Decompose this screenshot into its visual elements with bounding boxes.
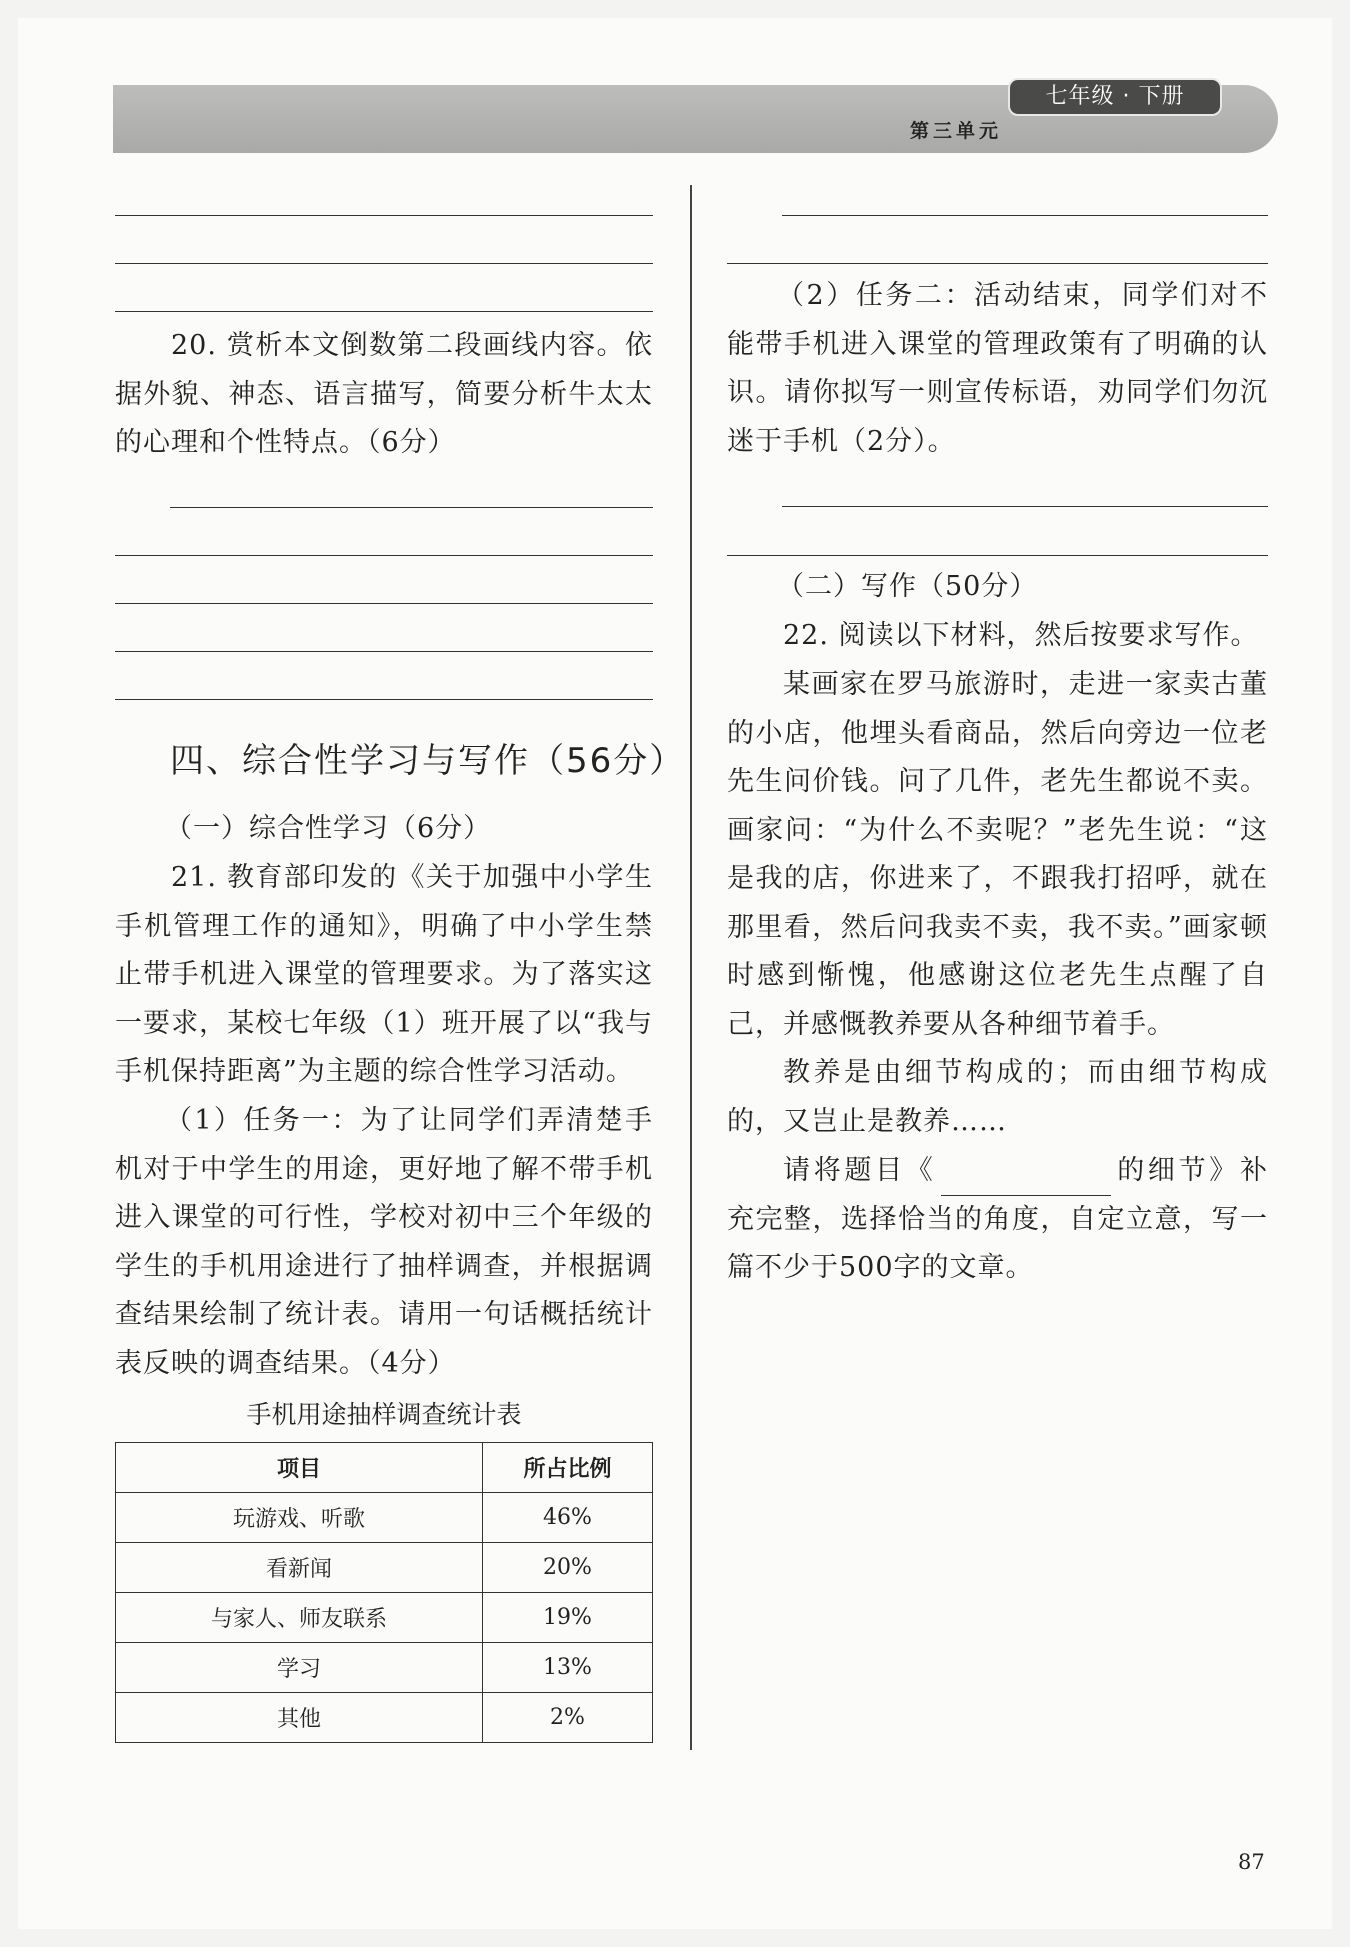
answer-line — [115, 651, 653, 652]
subsection-title: （二）写作（50分） — [777, 571, 1038, 602]
task-1: （1）任务一：为了让同学们弄清楚手机对于中学生的用途，更好地了解不带手机进入课堂的可行性，学校对初中三个年级的学生的手机用途进行了抽样调查，并根据调查结果绘制了统计表。请用一句话概括统计表反映的调查结果。（4分） — [115, 1105, 653, 1379]
answer-line — [115, 603, 653, 604]
table-cell: 其他 — [116, 1693, 483, 1743]
answer-line — [115, 555, 653, 556]
table-cell: 13% — [483, 1643, 653, 1693]
table-caption: 手机用途抽样调查统计表 — [246, 1400, 522, 1429]
subsection-title: （一）综合性学习（6分） — [165, 813, 492, 844]
table-cell: 19% — [483, 1593, 653, 1643]
material-paragraph: 某画家在罗马旅游时，走进一家卖古董的小店，他埋头看商品，然后向旁边一位老先生问价钱。问了几件，老先生都说不卖。画家问：“为什么不卖呢？”老先生说：“这是我的店，你进来了，不跟我打招呼，就在那里看，然后问我卖不卖，我不卖。”画家顿时感到惭愧，他感谢这位老先生点醒了自己，并感慨教养要从各种细节着手。 — [727, 669, 1268, 1040]
column-header: 所占比例 — [483, 1443, 653, 1493]
table-cell: 玩游戏、听歌 — [116, 1493, 483, 1543]
answer-line — [782, 215, 1268, 216]
table-cell: 20% — [483, 1543, 653, 1593]
table-row — [116, 1643, 653, 1693]
table-cell: 46% — [483, 1493, 653, 1543]
answer-line — [115, 699, 653, 700]
answer-line — [727, 263, 1268, 264]
grade-badge: 七年级 · 下册 — [1008, 78, 1222, 116]
table-header-row — [116, 1443, 653, 1493]
title-blank — [941, 1163, 1111, 1196]
column-divider — [690, 185, 692, 1750]
column-header: 项目 — [116, 1443, 483, 1493]
stats-table — [115, 1442, 653, 1743]
answer-line — [727, 555, 1268, 556]
answer-line — [170, 507, 653, 508]
section-title: 四、综合性学习与写作（56分） — [170, 741, 686, 781]
answer-line — [115, 311, 653, 312]
question-20: 20. 赏析本文倒数第二段画线内容。依据外貌、神态、语言描写，简要分析牛太太的心理和个性特点。（6分） — [115, 330, 653, 458]
question-21: 21. 教育部印发的《关于加强中小学生手机管理工作的通知》，明确了中小学生禁止带手机进入课堂的管理要求。为了落实这一要求，某校七年级（1）班开展了以“我与手机保持距离”为主题的综合性学习活动。 — [115, 862, 653, 1087]
question-22: 22. 阅读以下材料，然后按要求写作。 — [783, 620, 1259, 651]
table-cell: 与家人、师友联系 — [116, 1593, 483, 1643]
answer-line — [782, 506, 1268, 507]
answer-line — [115, 263, 653, 264]
table-row — [116, 1493, 653, 1543]
table-cell: 学习 — [116, 1643, 483, 1693]
writing-instruction — [727, 1147, 1268, 1293]
table-row — [116, 1543, 653, 1593]
answer-line — [115, 215, 653, 216]
instruction-text: 请将题目《 — [783, 1155, 937, 1186]
table-cell: 2% — [483, 1693, 653, 1743]
page-number: 87 — [1238, 1850, 1265, 1874]
table-row — [116, 1593, 653, 1643]
material-paragraph: 教养是由细节构成的；而由细节构成的，又岂止是教养…… — [727, 1057, 1268, 1137]
table-cell: 看新闻 — [116, 1543, 483, 1593]
table-row — [116, 1693, 653, 1743]
instruction-text: 的细节》补充完整，选择恰当的角度，自定立意，写一篇不少于500字的文章。 — [727, 1155, 1268, 1283]
task-2: （2）任务二：活动结束，同学们对不能带手机进入课堂的管理政策有了明确的认识。请你拟写一则宣传标语，劝同学们勿沉迷于手机（2分）。 — [727, 280, 1268, 457]
unit-label: 第三单元 — [910, 120, 1003, 142]
